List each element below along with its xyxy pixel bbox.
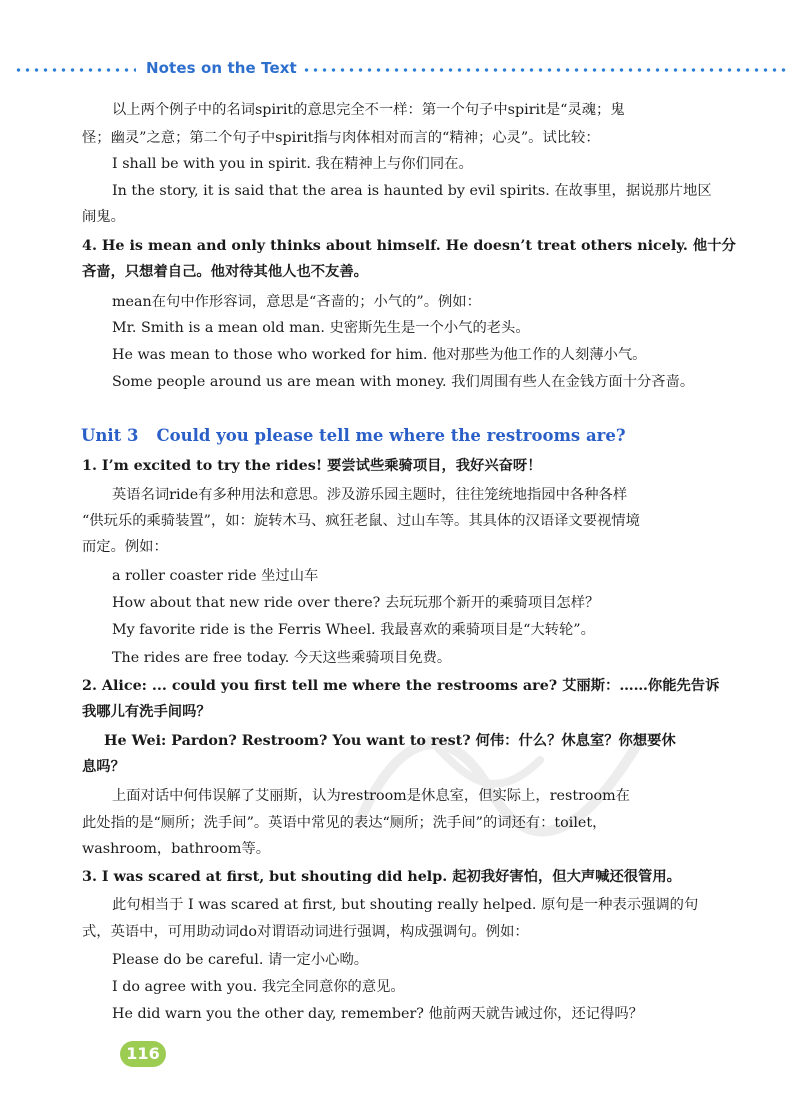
paragraph-line: 怪；幽灵”之意；第二个句子中spirit指与肉体相对而言的“精神；心灵”。试比较： xyxy=(82,130,600,146)
page-number-badge: 116 xyxy=(120,1041,166,1067)
note-heading-2-cont: 我哪儿有洗手间吗？ xyxy=(82,704,211,720)
paragraph-line: 上面对话中何伟误解了艾丽斯，认为restroom是休息室，但实际上，restroom在 xyxy=(112,788,630,804)
unit-number: Unit 3 xyxy=(81,426,139,445)
header-dots-left xyxy=(14,68,136,72)
header-title: Notes on the Text xyxy=(146,59,297,77)
example-sentence: Mr. Smith is a mean old man. 史密斯先生是一个小气的老头。 xyxy=(112,320,530,336)
example-sentence: How about that new ride over there? 去玩玩那个新开的乘骑项目怎样？ xyxy=(112,595,600,611)
section-header xyxy=(0,58,800,84)
paragraph-line: 以上两个例子中的名词spirit的意思完全不一样：第一个句子中spirit是“灵魂；鬼 xyxy=(112,102,625,118)
example-sentence: I do agree with you. 我完全同意你的意见。 xyxy=(112,979,405,995)
unit-title: Could you please tell me where the restrooms are? xyxy=(156,426,626,445)
paragraph-line: 此句相当于 I was scared at first, but shouting really helped. 原句是一种表示强调的句 xyxy=(112,897,699,913)
note-heading-4-cont: 吝啬，只想着自己。他对待其他人也不友善。 xyxy=(82,264,368,280)
paragraph-line: 此处指的是“厕所；洗手间”。英语中常见的表达“厕所；洗手间”的词还有：toilet， xyxy=(82,815,607,831)
note-heading-2: 2. Alice: ... could you first tell me where the restrooms are? 艾丽斯：……你能先告诉 xyxy=(82,678,720,694)
paragraph-line: 英语名词ride有多种用法和意思。涉及游乐园主题时，往往笼统地指园中各种各样 xyxy=(112,487,628,503)
example-sentence: He did warn you the other day, remember? 他前两天就告诫过你，还记得吗？ xyxy=(112,1006,643,1022)
example-sentence: Some people around us are mean with money. 我们周围有些人在金钱方面十分吝啬。 xyxy=(112,374,695,390)
unit-heading xyxy=(81,426,626,445)
note-heading-3: 3. I was scared at first, but shouting did help. 起初我好害怕，但大声喊还很管用。 xyxy=(82,869,681,885)
dialogue-line: He Wei: Pardon? Restroom? You want to rest? 何伟：什么？休息室？你想要休 xyxy=(104,733,676,749)
paragraph-line: 而定。例如： xyxy=(82,539,168,555)
paragraph-line: mean在句中作形容词，意思是“吝啬的；小气的”。例如： xyxy=(112,294,481,310)
dialogue-line-cont: 息吗？ xyxy=(82,759,125,775)
header-dots-right xyxy=(302,68,788,72)
paragraph-line: 闹鬼。 xyxy=(82,209,125,225)
example-sentence: Please do be careful. 请一定小心呦。 xyxy=(112,952,369,968)
example-sentence: a roller coaster ride 坐过山车 xyxy=(112,568,319,584)
note-heading-1: 1. I’m excited to try the rides! 要尝试些乘骑项目，我好兴奋呀！ xyxy=(82,458,542,474)
example-sentence: I shall be with you in spirit. 我在精神上与你们同在。 xyxy=(112,156,473,172)
note-heading-4: 4. He is mean and only thinks about himself. He doesn’t treat others nicely. 他十分 xyxy=(82,238,736,254)
paragraph-line: 式，英语中，可用助动词do对谓语动词进行强调，构成强调句。例如： xyxy=(82,924,529,940)
example-sentence: He was mean to those who worked for him. 他对那些为他工作的人刻薄小气。 xyxy=(112,347,647,363)
paragraph-line: washroom，bathroom等。 xyxy=(82,841,271,857)
example-sentence: The rides are free today. 今天这些乘骑项目免费。 xyxy=(112,650,452,666)
paragraph-line: “供玩乐的乘骑装置”，如：旋转木马、疯狂老鼠、过山车等。其具体的汉语译文要视情境 xyxy=(82,513,640,529)
example-sentence: My favorite ride is the Ferris Wheel. 我最喜欢的乘骑项目是“大转轮”。 xyxy=(112,622,595,638)
example-sentence: In the story, it is said that the area is haunted by evil spirits. 在故事里，据说那片地区 xyxy=(112,183,712,199)
